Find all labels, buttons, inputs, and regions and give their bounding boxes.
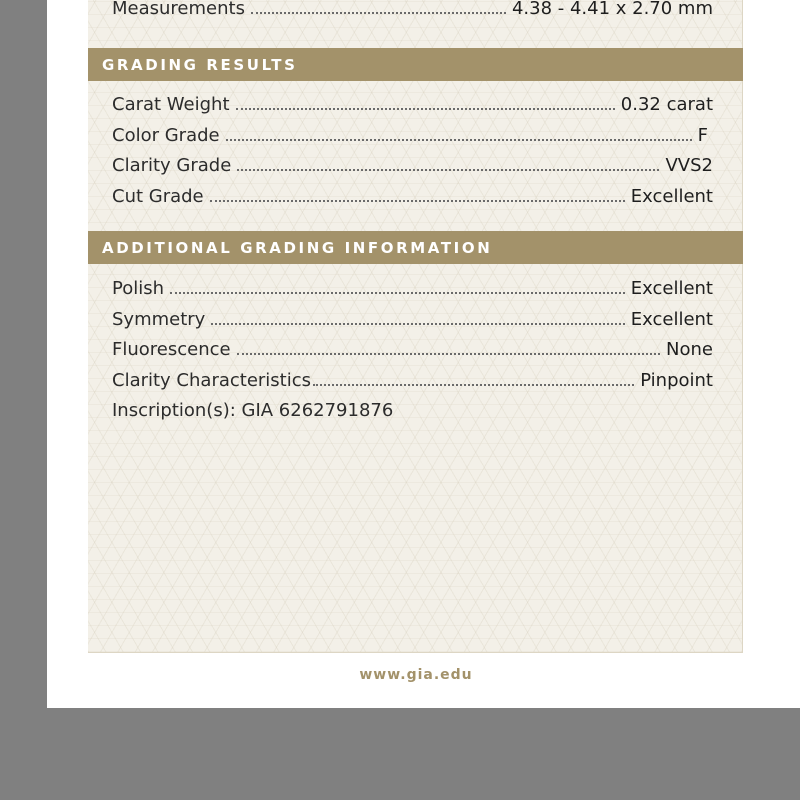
carat-weight-label: Carat Weight [112, 94, 230, 115]
color-grade-row [112, 123, 713, 147]
footer-url[interactable]: www.gia.edu [359, 667, 473, 683]
leader-dots [237, 353, 660, 355]
leader-dots [251, 12, 506, 14]
fluorescence-value: None [666, 339, 713, 360]
fluorescence-label: Fluorescence [112, 339, 231, 360]
measurements-value: 4.38 - 4.41 x 2.70 mm [511, 0, 713, 19]
measurements-label: Measurements [112, 0, 245, 19]
polish-value: Excellent [630, 278, 713, 299]
carat-weight-value: 0.32 carat [620, 94, 713, 115]
polish-label: Polish [112, 278, 165, 299]
clarity-characteristics-label: Clarity Characteristics [112, 370, 312, 391]
leader-dots [211, 323, 624, 325]
fluorescence-row [112, 337, 713, 361]
leader-dots [237, 169, 659, 171]
measurements-row [112, 0, 713, 20]
additional-grading-title: ADDITIONAL GRADING INFORMATION [102, 238, 493, 257]
symmetry-label: Symmetry [112, 309, 206, 330]
color-grade-value: F [697, 125, 708, 146]
clarity-grade-row [112, 153, 713, 177]
grading-results-title: GRADING RESULTS [102, 55, 298, 74]
grading-results-header [88, 48, 743, 81]
polish-row [112, 276, 713, 300]
symmetry-row [112, 307, 713, 331]
color-grade-label: Color Grade [112, 125, 220, 146]
inscription-text: Inscription(s): GIA 6262791876 [112, 400, 394, 421]
leader-dots [226, 139, 692, 141]
leader-dots [313, 384, 634, 386]
leader-dots [210, 200, 625, 202]
clarity-characteristics-row [112, 368, 713, 392]
carat-weight-row [112, 92, 713, 116]
leader-dots [170, 292, 625, 294]
cut-grade-value: Excellent [630, 186, 713, 207]
clarity-characteristics-value: Pinpoint [640, 370, 713, 391]
clarity-grade-value: VVS2 [665, 155, 713, 176]
cut-grade-row [112, 184, 713, 208]
cut-grade-label: Cut Grade [112, 186, 204, 207]
clarity-grade-label: Clarity Grade [112, 155, 232, 176]
symmetry-value: Excellent [630, 309, 713, 330]
leader-dots [236, 108, 615, 110]
additional-grading-header [88, 231, 743, 264]
inscription-row [112, 398, 713, 422]
